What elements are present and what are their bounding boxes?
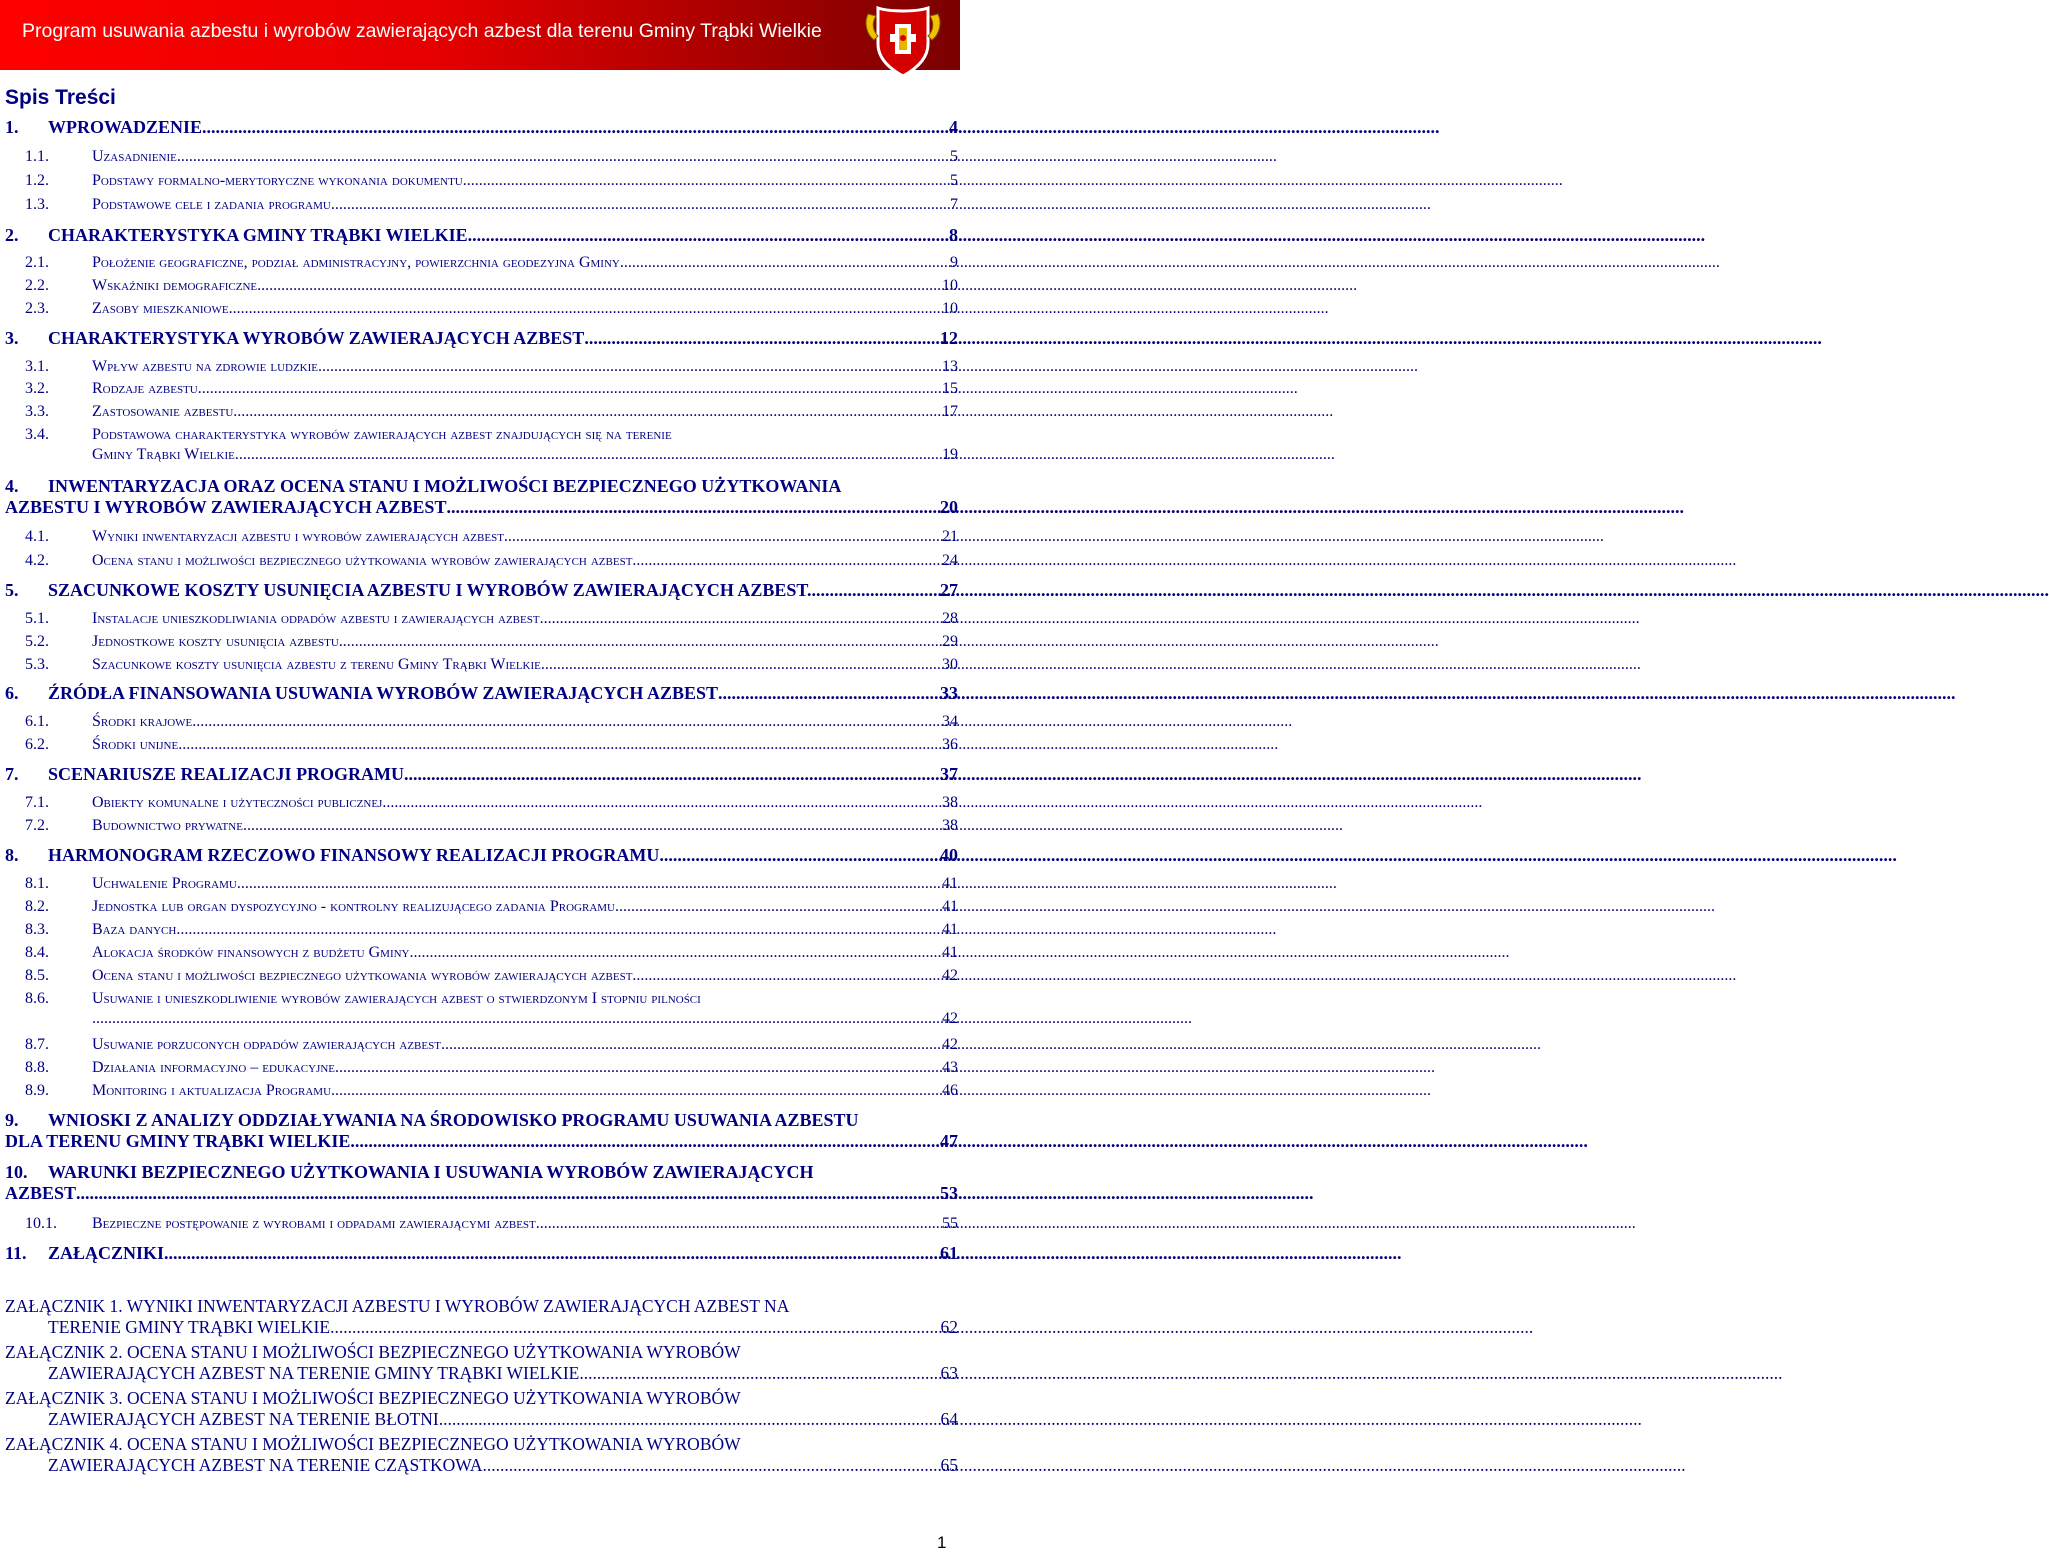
toc-entry[interactable]: 4.1. Wyniki inwentaryzacji azbestu i wyrobów zawierających azbest ..... 21 xyxy=(5,528,958,546)
toc-entry[interactable]: 10. WARUNKI BEZPIECZNEGO UŻYTKOWANIA I USUWANIA WYROBÓW ZAWIERAJĄCYCH AZBEST ..... 53 xyxy=(5,1162,958,1204)
toc-entry[interactable]: 5.1. Instalacje unieszkodliwiania odpadów azbestu i zawierających azbest ..... 28 xyxy=(5,610,958,628)
toc-entry[interactable]: 5. SZACUNKOWE KOSZTY USUNIĘCIA AZBESTU I WYROBÓW ZAWIERAJĄCYCH AZBEST. ..... 27 xyxy=(5,580,958,601)
toc-entry[interactable]: 2.3. Zasoby mieszkaniowe ..... 10 xyxy=(5,300,958,318)
toc-entry[interactable]: 10.1. Bezpieczne postępowanie z wyrobami i odpadami zawierającymi azbest ..... 55 xyxy=(5,1215,958,1233)
document-title: Program usuwania azbestu i wyrobów zawierających azbest dla terenu Gminy Trąbki Wielkie xyxy=(22,20,822,42)
toc-entry[interactable]: 5.3. Szacunkowe koszty usunięcia azbestu z terenu Gminy Trąbki Wielkie ..... 30 xyxy=(5,656,958,674)
toc-entry[interactable]: 5.2. Jednostkowe koszty usunięcia azbestu ..... 29 xyxy=(5,633,958,651)
page-number: 1 xyxy=(937,1533,947,1552)
toc-entry[interactable]: 3.3. Zastosowanie azbestu ..... 17 xyxy=(5,403,958,421)
toc-entry[interactable]: 9. WNIOSKI Z ANALIZY ODDZIAŁYWANIA NA ŚRODOWISKO PROGRAMU USUWANIA AZBESTU DLA TERENU GMINY TRĄBKI WIELKIE ..... 47 xyxy=(5,1110,958,1152)
appendix-entry[interactable]: ZAŁĄCZNIK 3. OCENA STANU I MOŻLIWOŚCI BEZPIECZNEGO UŻYTKOWANIA WYROBÓW ZAWIERAJĄCYCH AZBEST NA TERENIE BŁOTNI ..... 64 xyxy=(5,1388,958,1430)
toc-entry[interactable]: 3. CHARAKTERYSTYKA WYROBÓW ZAWIERAJĄCYCH AZBEST ..... 12 xyxy=(5,328,958,349)
toc-entry[interactable]: 6.1. Środki krajowe ..... 34 xyxy=(5,713,958,731)
toc-entry[interactable]: 7.2. Budownictwo prywatne ..... 38 xyxy=(5,817,958,835)
toc-entry[interactable]: 6.2. Środki unijne ..... 36 xyxy=(5,736,958,754)
toc-entry[interactable]: 6. ŹRÓDŁA FINANSOWANIA USUWANIA WYROBÓW ZAWIERAJĄCYCH AZBEST ..... 33 xyxy=(5,683,958,704)
toc-entry[interactable]: 8.3. Baza danych ..... 41 xyxy=(5,921,958,939)
toc-entry[interactable]: 8. HARMONOGRAM RZECZOWO FINANSOWY REALIZACJI PROGRAMU ..... 40 xyxy=(5,845,958,866)
toc-entry[interactable]: 2.2. Wskaźniki demograficzne ..... 10 xyxy=(5,277,958,295)
toc-entry[interactable]: 2.1. Położenie geograficzne, podział administracyjny, powierzchnia geodezyjna Gminy ..... 9 xyxy=(5,254,958,272)
toc-entry[interactable]: 11. ZAŁĄCZNIKI ..... 61 xyxy=(5,1243,958,1264)
toc-entry[interactable]: 8.9. Monitoring i aktualizacja Programu ..... 46 xyxy=(5,1082,958,1100)
toc-entry[interactable]: 8.2. Jednostka lub organ dyspozycyjno - kontrolny realizującego zadania Programu ..... 41 xyxy=(5,898,958,916)
toc-entry[interactable]: 8.6. Usuwanie i unieszkodliwienie wyrobów zawierających azbest o stwierdzonym I stopniu pilności ..... 42 xyxy=(5,990,958,1028)
toc-entry[interactable]: 1. WPROWADZENIE ..... 4 xyxy=(5,117,958,138)
toc-entry[interactable]: 8.5. Ocena stanu i możliwości bezpiecznego użytkowania wyrobów zawierających azbest. ..... 42 xyxy=(5,967,958,985)
appendix-entry[interactable]: ZAŁĄCZNIK 1. WYNIKI INWENTARYZACJI AZBESTU I WYROBÓW ZAWIERAJĄCYCH AZBEST NA TERENIE GMINY TRĄBKI WIELKIE ..... 62 xyxy=(5,1296,958,1338)
toc-entry[interactable]: 4. INWENTARYZACJA ORAZ OCENA STANU I MOŻLIWOŚCI BEZPIECZNEGO UŻYTKOWANIA AZBESTU I WYROBÓW ZAWIERAJĄCYCH AZBEST ..... 20 xyxy=(5,476,958,518)
toc-entry[interactable]: 8.1. Uchwalenie Programu ..... 41 xyxy=(5,875,958,893)
toc-entry[interactable]: 3.1. Wpływ azbestu na zdrowie ludzkie ..... 13 xyxy=(5,358,958,376)
toc-entry[interactable]: 8.7. Usuwanie porzuconych odpadów zawierających azbest ..... 42 xyxy=(5,1036,958,1054)
toc-entry[interactable]: 3.4. Podstawowa charakterystyka wyrobów zawierających azbest znajdujących się na terenie Gminy Trąbki Wielkie ..... 19 xyxy=(5,426,958,464)
toc-entry[interactable]: 7. SCENARIUSZE REALIZACJI PROGRAMU ..... 37 xyxy=(5,764,958,785)
toc-entry[interactable]: 7.1. Obiekty komunalne i użyteczności publicznej ..... 38 xyxy=(5,794,958,812)
coat-of-arms-icon xyxy=(862,0,944,80)
page-header xyxy=(0,0,960,70)
toc-entry[interactable]: 1.2. Podstawy formalno-merytoryczne wykonania dokumentu ..... 5 xyxy=(5,172,958,190)
appendix-entry[interactable]: ZAŁĄCZNIK 2. OCENA STANU I MOŻLIWOŚCI BEZPIECZNEGO UŻYTKOWANIA WYROBÓW ZAWIERAJĄCYCH AZBEST NA TERENIE GMINY TRĄBKI WIELKIE ..... 63 xyxy=(5,1342,958,1384)
toc-entry[interactable]: 1.3. Podstawowe cele i zadania programu ..... 7 xyxy=(5,196,958,214)
toc-entry[interactable]: 2. CHARAKTERYSTYKA GMINY TRĄBKI WIELKIE ..... 8 xyxy=(5,225,958,246)
toc-entry[interactable]: 8.4. Alokacja środków finansowych z budżetu Gminy ..... 41 xyxy=(5,944,958,962)
toc-entry[interactable]: 8.8. Działania informacyjno – edukacyjne ..... 43 xyxy=(5,1059,958,1077)
toc-entry[interactable]: 1.1. Uzasadnienie ..... 5 xyxy=(5,148,958,166)
appendix-entry[interactable]: ZAŁĄCZNIK 4. OCENA STANU I MOŻLIWOŚCI BEZPIECZNEGO UŻYTKOWANIA WYROBÓW ZAWIERAJĄCYCH AZBEST NA TERENIE CZĄSTKOWA ..... 65 xyxy=(5,1434,958,1476)
toc-entry[interactable]: 3.2. Rodzaje azbestu ..... 15 xyxy=(5,380,958,398)
toc-entry[interactable]: 4.2. Ocena stanu i możliwości bezpiecznego użytkowania wyrobów zawierających azbest. ..... 24 xyxy=(5,552,958,570)
toc-heading: Spis Treści xyxy=(5,86,116,109)
